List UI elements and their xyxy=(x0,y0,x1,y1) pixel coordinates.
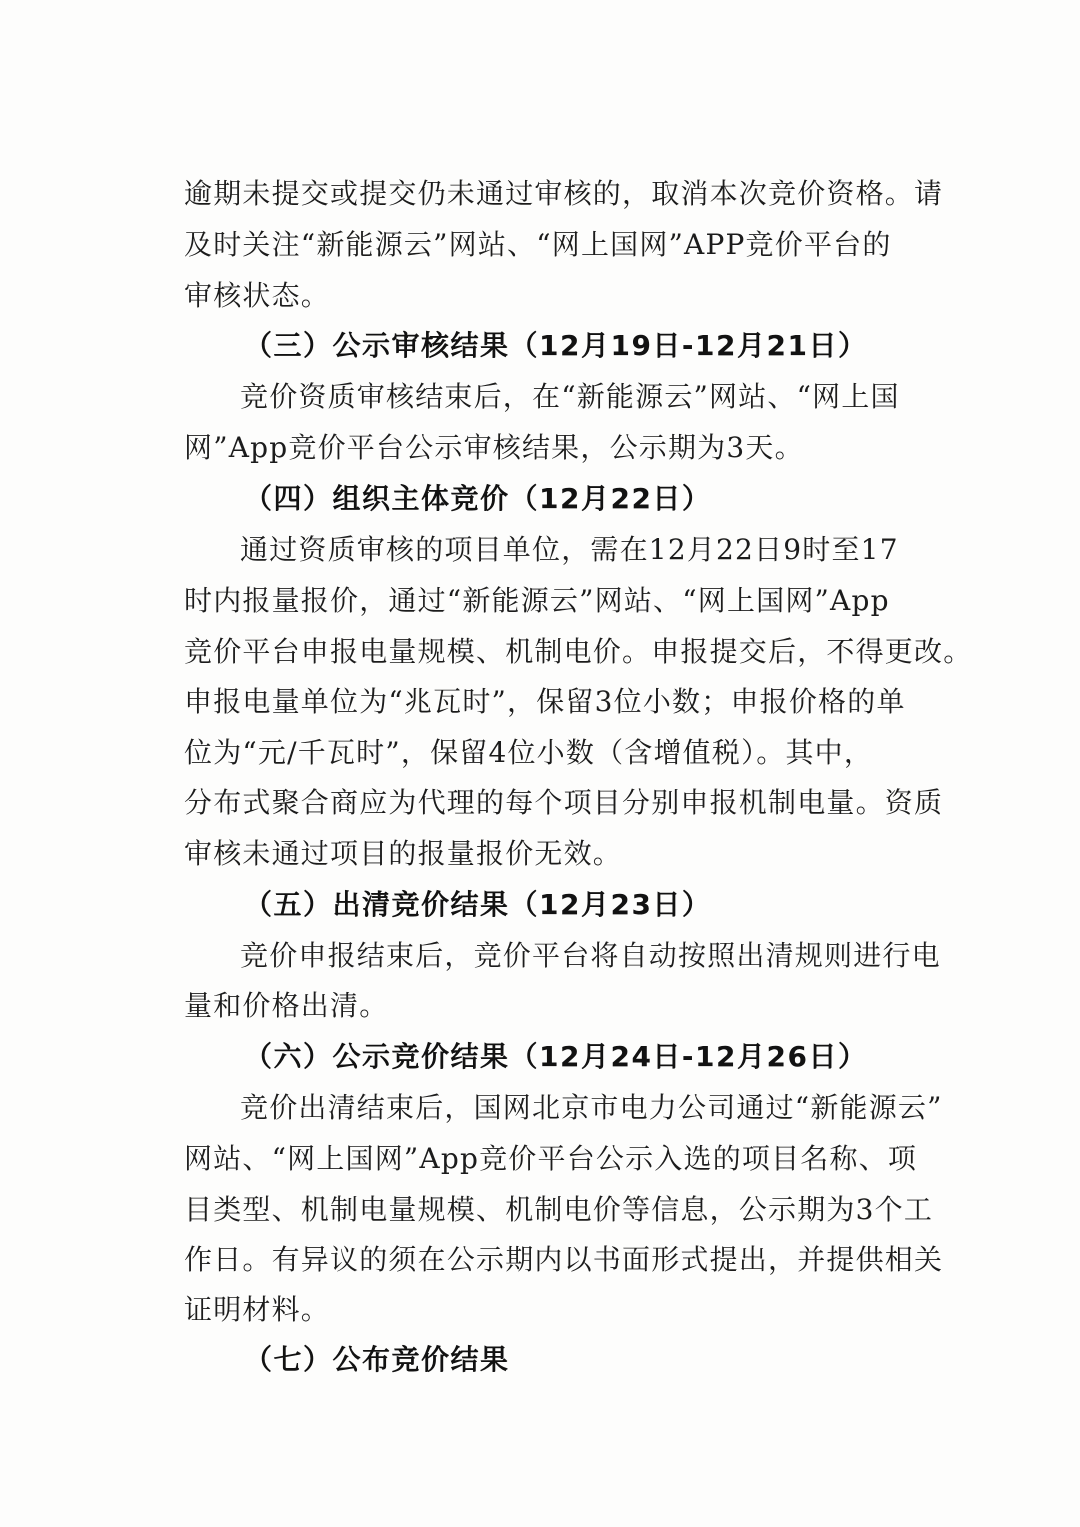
body-text-line: 申报电量单位为“兆瓦时”，保留3位小数；申报价格的单 xyxy=(184,685,906,718)
body-text-line: 量和价格出清。 xyxy=(184,989,389,1022)
section-heading-3: （三）公示审核结果（12月19日-12月21日） xyxy=(244,329,868,362)
body-text-line: 通过资质审核的项目单位，需在12月22日9时至17 xyxy=(240,533,899,566)
body-text-line: 作日。有异议的须在公示期内以书面形式提出，并提供相关 xyxy=(184,1243,944,1276)
body-text-line: 竞价平台申报电量规模、机制电价。申报提交后，不得更改。 xyxy=(184,635,973,668)
body-text-line: 位为“元/千瓦时”，保留4位小数（含增值税）。其中， xyxy=(184,736,874,769)
body-text-line: 网”App竞价平台公示审核结果，公示期为3天。 xyxy=(184,431,804,464)
body-text-line: 证明材料。 xyxy=(184,1293,331,1326)
body-text-line: 审核未通过项目的报量报价无效。 xyxy=(184,837,623,870)
section-heading-6: （六）公示竞价结果（12月24日-12月26日） xyxy=(244,1040,868,1073)
section-heading-5: （五）出清竞价结果（12月23日） xyxy=(244,888,712,921)
body-text-line: 竞价出清结束后，国网北京市电力公司通过“新能源云” xyxy=(240,1091,943,1124)
body-text-line: 逾期未提交或提交仍未通过审核的，取消本次竞价资格。请 xyxy=(184,177,944,210)
body-text-line: 竞价申报结束后，竞价平台将自动按照出清规则进行电 xyxy=(240,939,941,972)
body-text-line: 竞价资质审核结束后，在“新能源云”网站、“网上国 xyxy=(240,380,900,413)
body-text-line: 目类型、机制电量规模、机制电价等信息，公示期为3个工 xyxy=(184,1193,934,1226)
section-heading-7: （七）公布竞价结果 xyxy=(244,1343,510,1376)
body-text-line: 时内报量报价，通过“新能源云”网站、“网上国网”App xyxy=(184,584,890,617)
body-text-line: 网站、“网上国网”App竞价平台公示入选的项目名称、项 xyxy=(184,1142,918,1175)
body-text-line: 分布式聚合商应为代理的每个项目分别申报机制电量。资质 xyxy=(184,786,944,819)
body-text-line: 审核状态。 xyxy=(184,279,331,312)
body-text-line: 及时关注“新能源云”网站、“网上国网”APP竞价平台的 xyxy=(184,228,892,261)
section-heading-4: （四）组织主体竞价（12月22日） xyxy=(244,482,712,515)
